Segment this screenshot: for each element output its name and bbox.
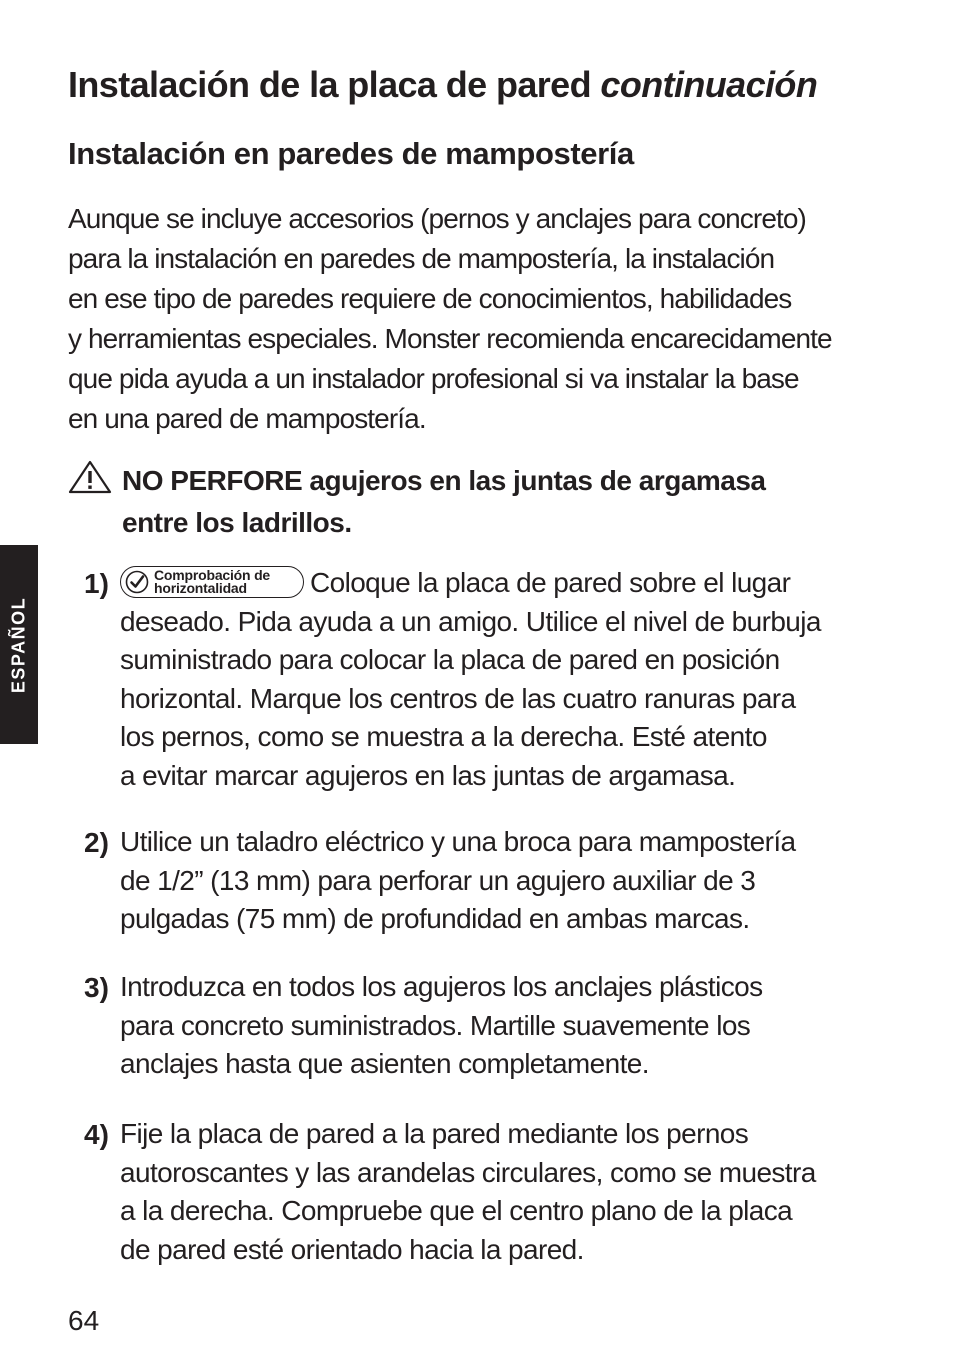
check-circle-icon <box>125 570 149 594</box>
step-line: autoroscantes y las arandelas circulares, como se muestra <box>120 1156 816 1188</box>
warning-line: entre los ladrillos. <box>122 507 352 538</box>
step-line: deseado. Pida ayuda a un amigo. Utilice el nivel de burbuja <box>120 605 821 637</box>
level-check-badge <box>120 566 304 598</box>
badge-label <box>154 569 270 595</box>
step-text <box>120 823 795 939</box>
section-title: Instalación en paredes de mampostería <box>68 136 634 171</box>
step-line: Fije la placa de pared a la pared mediante los pernos <box>120 1118 749 1149</box>
step-text <box>120 968 763 1084</box>
step-line: Utilice un taladro eléctrico y una broca para mampostería <box>120 826 796 857</box>
language-tab-label: ESPAÑOL <box>8 596 29 694</box>
step-line: para concreto suministrados. Martille suavemente los <box>120 1009 751 1041</box>
intro-line: en ese tipo de paredes requiere de conocimientos, habilidades <box>68 283 792 314</box>
step-line: horizontal. Marque los centros de las cuatro ranuras para <box>120 682 796 714</box>
step-line: a evitar marcar agujeros en las juntas de argamasa. <box>120 759 736 791</box>
step-line: anclajes hasta que asienten completamente. <box>120 1048 649 1079</box>
page-title <box>68 62 817 108</box>
step-first-line <box>120 564 821 603</box>
warning-line: NO PERFORE agujeros en las juntas de argamasa <box>122 465 766 496</box>
badge-label-line: horizontalidad <box>154 580 247 596</box>
step-number: 4) <box>84 1119 109 1150</box>
step-text <box>120 564 821 795</box>
intro-line: en una pared de mampostería. <box>68 403 426 434</box>
badge-label-line: Comprobación de <box>154 567 271 583</box>
intro-line: y herramientas especiales. Monster recomienda encarecidamente <box>68 323 832 354</box>
intro-paragraph <box>68 199 928 439</box>
page-title-main: Instalación de la placa de pared <box>68 64 601 105</box>
warning-triangle-icon <box>68 460 112 494</box>
step-number: 2) <box>84 827 109 858</box>
page-title-continuation: continuación <box>600 64 818 105</box>
step-line: pulgadas (75 mm) de profundidad en ambas marcas. <box>120 903 750 934</box>
language-side-tab <box>0 545 38 744</box>
step-line: Introduzca en todos los agujeros los anclajes plásticos <box>120 971 763 1002</box>
intro-line: Aunque se incluye accesorios (pernos y anclajes para concreto) <box>68 203 806 234</box>
intro-line: que pida ayuda a un instalador profesional si va instalar la base <box>68 363 799 394</box>
step-line: a la derecha. Compruebe que el centro plano de la placa <box>120 1195 793 1226</box>
step-line: de 1/2” (13 mm) para perforar un agujero auxiliar de 3 <box>120 864 756 896</box>
step-line: de pared esté orientado hacia la pared. <box>120 1233 584 1265</box>
page-number: 64 <box>68 1305 100 1336</box>
step-text <box>120 1115 816 1269</box>
step-number: 1) <box>84 568 109 599</box>
step-number: 3) <box>84 972 109 1003</box>
warning-notice <box>68 460 928 550</box>
step-line: Coloque la placa de pared sobre el lugar <box>310 567 791 598</box>
step-line: suministrado para colocar la placa de pared en posición <box>120 644 780 675</box>
intro-line: para la instalación en paredes de mampostería, la instalación <box>68 243 775 274</box>
step-line: los pernos, como se muestra a la derecha. Esté atento <box>120 721 767 752</box>
warning-text <box>122 460 766 544</box>
